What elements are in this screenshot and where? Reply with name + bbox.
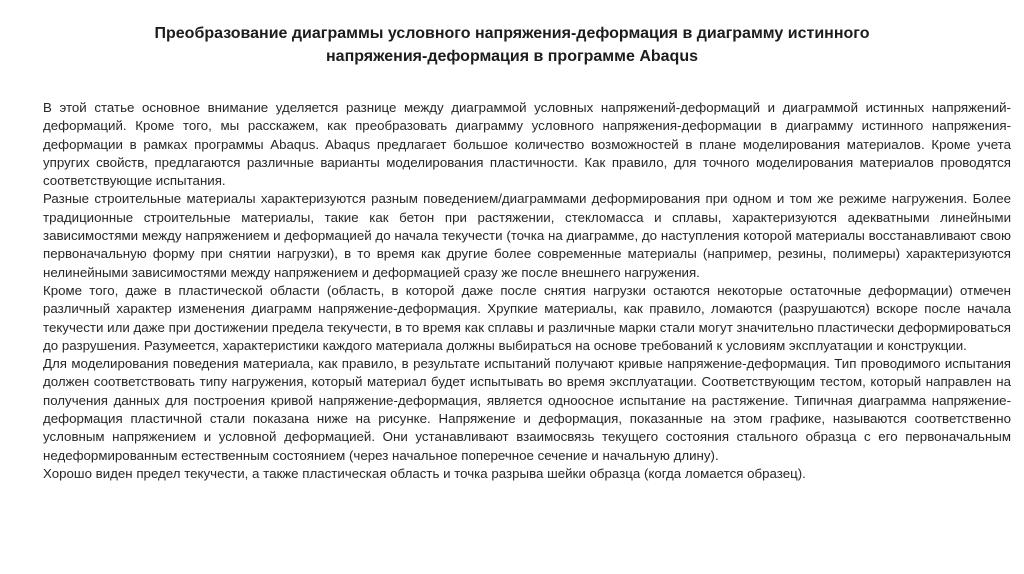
body-text — [43, 99, 1011, 483]
slide-title-line-2: напряжения-деформация в программе Abaqus — [326, 48, 698, 65]
slide-title — [32, 22, 992, 68]
paragraph-intro: В этой статье основное внимание уделяется разнице между диаграммой условных напряжений-деформаций и диаграммой истинных напряжений-деформаций. Кроме того, мы расскажем, как преобразовать диаграмму условного напряжения-деформации в диаграмму истинного напряжения-деформации в рамках программы Abaqus. Abaqus предлагает большое количество возможностей в плане моделирования материалов. Кроме учета упругих свойств, предлагаются различные варианты моделирования пластичности. Как правило, для точного моделирования материалов проводятся соответствующие испытания. — [43, 100, 1011, 189]
paragraph-plastic-region: Кроме того, даже в пластической области (область, в которой даже после снятия нагрузки остаются некоторые остаточные деформации) отмечен различный характер изменения диаграмм напряжение-деформация. Хрупкие материалы, как правило, ломаются (разрушаются) вскоре после начала текучести или даже при достижении предела текучести, в то время как сплавы и различные марки стали могут значительно пластически деформироваться до разрушения. Разумеется, характеристики каждого материала должны выбираться на основе требований к условиям эксплуатации и конструкции. — [43, 282, 1011, 353]
paragraph-yield-point: Хорошо виден предел текучести, а также пластическая область и точка разрыва шейки образца (когда ломается образец). — [43, 465, 806, 481]
slide-title-line-1: Преобразование диаграммы условного напряжения-деформация в диаграмму истинного — [154, 25, 870, 42]
paragraph-materials-behavior: Разные строительные материалы характеризуются разным поведением/диаграммами деформирования при одном и том же режиме нагружения. Более традиционные строительные материалы, такие как бетон при растяжении, стекломасса и сплавы, характеризуются адекватными линейными зависимостями между напряжением и деформацией до начала текучести (точка на диаграмме, до наступления которой материалы восстанавливают свою первоначальную форму при снятии нагрузки), в то время как другие более современные материалы (например, резины, полимеры) характеризуются нелинейными зависимостями между напряжением и деформацией сразу же после внешнего нагружения. — [43, 191, 1011, 280]
paragraph-testing: Для моделирования поведения материала, как правило, в результате испытаний получают кривые напряжение-деформация. Тип проводимого испытания должен соответствовать типу нагружения, который материал будет испытывать во время эксплуатации. Соответствующим тестом, который направлен на получения данных для построения кривой напряжение-деформация, является одноосное испытание на растяжение. Типичная диаграмма напряжение-деформация пластичной стали показана ниже на рисунке. Напряжение и деформация, показанные на этом графике, называются соответственно условным напряжением и условной деформацией. Они устанавливают взаимосвязь текущего состояния стального образца с его первоначальным недеформированным естественным состоянием (через начальное поперечное сечение и начальную длину). — [43, 356, 1011, 463]
